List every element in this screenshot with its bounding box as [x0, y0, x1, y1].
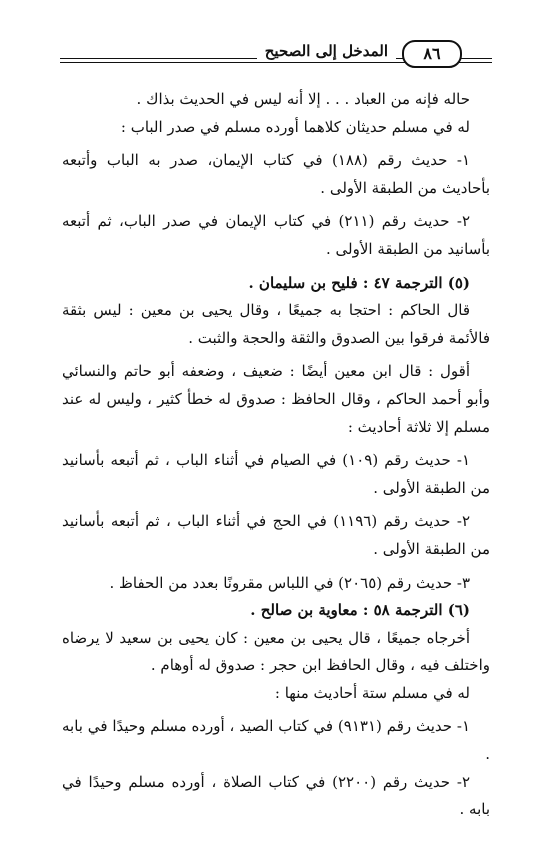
list-item: ٢- حديث رقم (٢٢٠٠) في كتاب الصلاة ، أورده مسلم وحيدًا في بابه . [62, 772, 490, 819]
list-item: ١- حديث رقم (١٠٩) في الصيام في أثناء الباب ، ثم أتبعه بأسانيد من الطبقة الأولى . [62, 451, 490, 497]
list-item: ٣- حديث رقم (٢٠٦٥) في اللباس مقرونًا بعدد من الحفاظ . [109, 573, 470, 592]
section-heading: (٦) الترجمة ٥٨ : معاوية بن صالح . [250, 601, 470, 620]
running-title: المدخل إلى الصحيح [257, 42, 396, 60]
page-header [60, 38, 492, 68]
paragraph: أقول : قال ابن معين أيضًا : ضعيف ، وضعفه أبو حاتم والنسائي وأبو أحمد الحاكم ، وقال الحافظ : صدوق له خطأ كثير ، وليس له عند مسلم إلا ثلاثة أحاديث : [62, 362, 490, 436]
page-body [62, 86, 490, 824]
list-item: ٢- حديث رقم (٢١١) في كتاب الإيمان في صدر الباب، ثم أتبعه بأسانيد من الطبقة الأولى . [62, 212, 490, 258]
page-number-badge: ٨٦ [402, 40, 462, 68]
paragraph: أخرجاه جميعًا ، قال يحيى بن معين : كان يحيى بن سعيد لا يرضاه واختلف فيه ، وقال الحافظ ابن حجر : صدوق له أوهام . [62, 628, 490, 675]
section-heading: (٥) الترجمة ٤٧ : فليح بن سليمان . [248, 273, 470, 292]
list-item: ١- حديث رقم (٩١٣١) في كتاب الصيد ، أورده مسلم وحيدًا في بابه . [62, 717, 490, 764]
paragraph: له في مسلم ستة أحاديث منها : [274, 683, 470, 702]
paragraph: حاله فإنه من العباد . . . إلا أنه ليس في الحديث بذاك . [136, 90, 470, 108]
paragraph: له في مسلم حديثان كلاهما أورده مسلم في صدر الباب : [120, 117, 470, 136]
list-item: ١- حديث رقم (١٨٨) في كتاب الإيمان، صدر به الباب وأتبعه بأحاديث من الطبقة الأولى . [62, 151, 490, 197]
list-item: ٢- حديث رقم (١١٩٦) في الحج في أثناء الباب ، ثم أتبعه بأسانيد من الطبقة الأولى . [62, 512, 490, 558]
paragraph: قال الحاكم : احتجا به جميعًا ، وقال يحيى بن معين : ليس بثقة فالأئمة فرقوا بين الصدوق والثقة والحجة والثبت . [62, 301, 490, 347]
